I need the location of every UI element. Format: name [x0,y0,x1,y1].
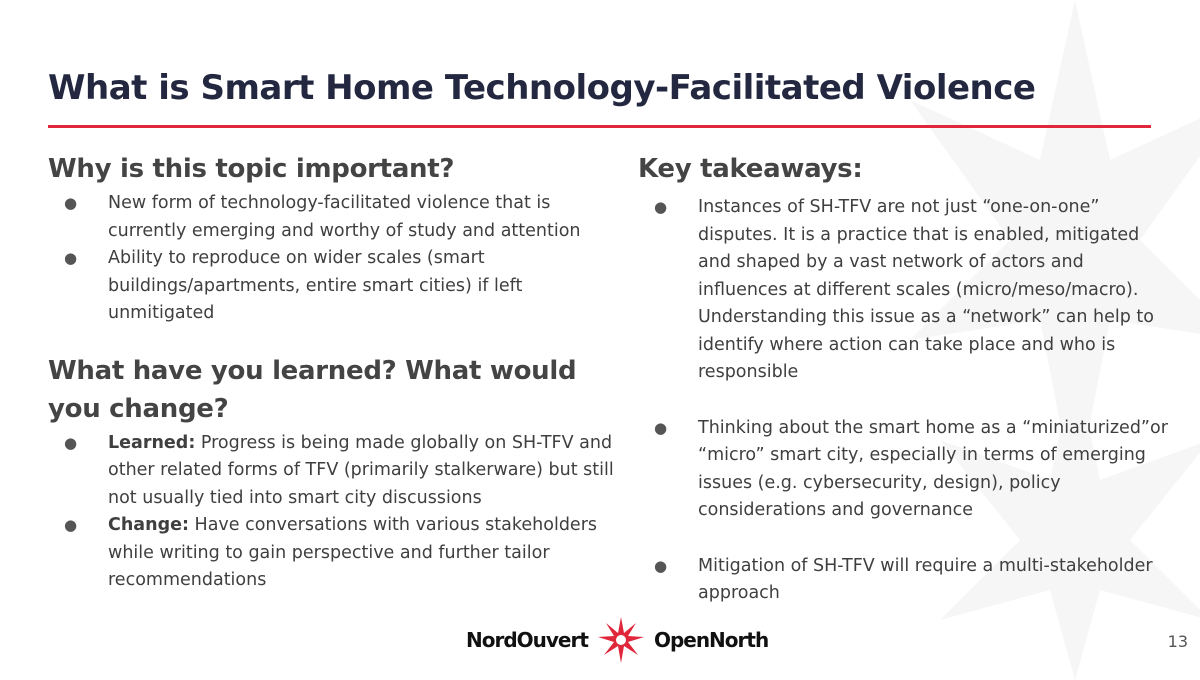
footer-logo [466,612,768,668]
section-learned-change [48,352,628,595]
bullet-list [638,194,1168,608]
bullet-list [48,430,628,595]
bullet-icon: ● [654,556,668,575]
list-item: ● Mitigation of SH-TFV will require a multi-stakeholder approach [638,553,1168,608]
bullet-icon: ● [64,194,78,212]
bullet-icon: ● [64,433,78,452]
brand-opennorth: OpenNorth [653,628,769,652]
title-underline [48,125,1151,128]
left-column [48,150,628,595]
bullet-icon: ● [654,418,668,437]
bullet-label: Learned: [108,432,196,453]
red-starburst-icon [596,615,646,665]
slide-title: What is Smart Home Technology-Facilitated Violence [48,68,1036,108]
right-column [638,150,1168,636]
section-heading: Why is this topic important? [48,154,455,184]
list-item: ● Ability to reproduce on wider scales (smart buildings/apartments, entire smart cities) if left unmitigated [48,245,628,328]
bullet-icon: ● [654,198,668,216]
bullet-list [48,190,628,328]
section-heading: What have you learned? What would you change? [48,355,577,424]
list-item: ● Change: Have conversations with various stakeholders while writing to gain perspective and further tailor recommendations [48,512,628,595]
section-heading: Key takeaways: [638,154,863,184]
bullet-label: Change: [108,515,189,535]
list-item: ● Instances of SH-TFV are not just “one-on-one” disputes. It is a practice that is enabled, mitigated and shaped by a vast network of actors and influences at different scales (micro/meso/macro). Understanding this issue as a “network” can help to identify where action can take place and who is responsible [638,194,1168,387]
brand-nordouvert: NordOuvert [466,628,588,652]
list-item: ● Thinking about the smart home as a “miniaturized”or “micro” smart city, especially in terms of emerging issues (e.g. cybersecurity, design), policy considerations and governance [638,415,1168,525]
page-number: 13 [1167,632,1188,651]
bullet-icon: ● [64,516,78,534]
list-item: ● Learned: Progress is being made globally on SH-TFV and other related forms of TFV (primarily stalkerware) but still not usually tied into smart city discussions [48,430,628,513]
list-item: ● New form of technology-facilitated violence that is currently emerging and worthy of study and attention [48,190,628,245]
bullet-icon: ● [64,249,78,267]
section-why-important [48,150,628,328]
